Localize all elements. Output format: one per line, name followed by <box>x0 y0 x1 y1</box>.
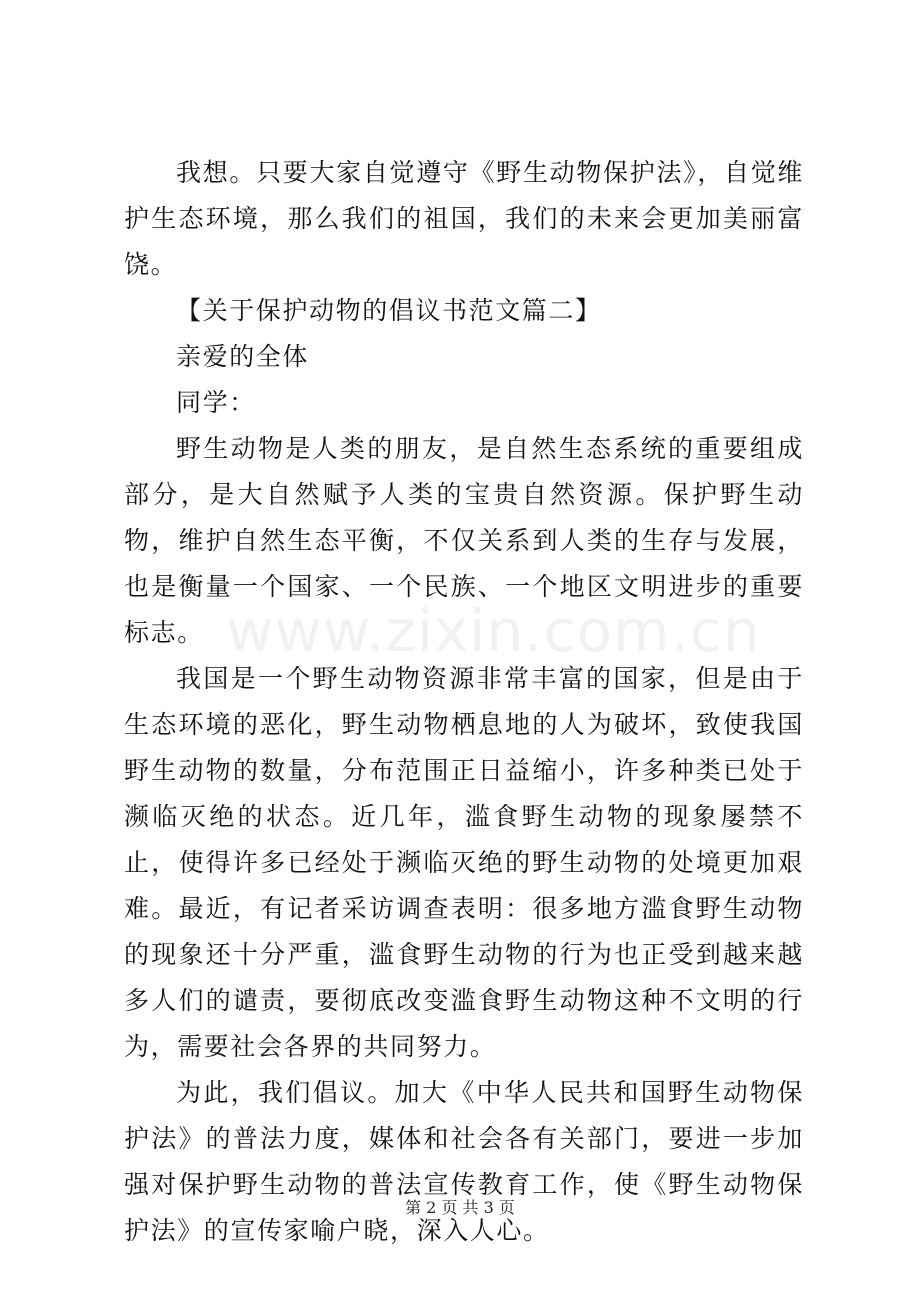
section-heading: 【关于保护动物的倡议书范文篇二】 <box>176 296 602 325</box>
document-body <box>124 150 804 1254</box>
watermark: www.zixin.com.cn <box>226 597 761 665</box>
paragraph-situation: 我国是一个野生动物资源非常丰富的国家，但是由于生态环境的恶化，野生动物栖息地的人为破坏，致使我国野生动物的数量，分布范围正日益缩小，许多种类已处于濒临灭绝的状态。近几年，滥食野生动物的现象屡禁不止，使得许多已经处于濒临灭绝的野生动物的处境更加艰难。最近，有记者采访调查表明：很多地方滥食野生动物的现象还十分严重，滥食野生动物的行为也正受到越来越多人们的谴责，要彻底改变滥食野生动物这种不文明的行为，需要社会各界的共同努力。 <box>124 664 804 1061</box>
paragraph-conclusion: 我想。只要大家自觉遵守《野生动物保护法》，自觉维护生态环境，那么我们的祖国，我们的未来会更加美丽富饶。 <box>124 158 804 279</box>
page-number-footer: 第 2 页 共 3 页 <box>405 1198 515 1217</box>
paragraph-proposal: 为此，我们倡议。加大《中华人民共和国野生动物保护法》的普法力度，媒体和社会各有关部门，要进一步加强对保护野生动物的普法宣传教育工作，使《野生动物保护法》的宣传家喻户晓，深入人心。 <box>124 1078 804 1245</box>
paragraph-intro: 野生动物是人类的朋友，是自然生态系统的重要组成部分，是大自然赋予人类的宝贵自然资源。保护野生动物，维护自然生态平衡，不仅关系到人类的生存与发展，也是衡量一个国家、一个民族、一个地区文明进步的重要标志。 <box>124 434 804 647</box>
salutation-line-1: 亲爱的全体 <box>176 342 310 371</box>
salutation-line-2: 同学： <box>176 388 256 417</box>
